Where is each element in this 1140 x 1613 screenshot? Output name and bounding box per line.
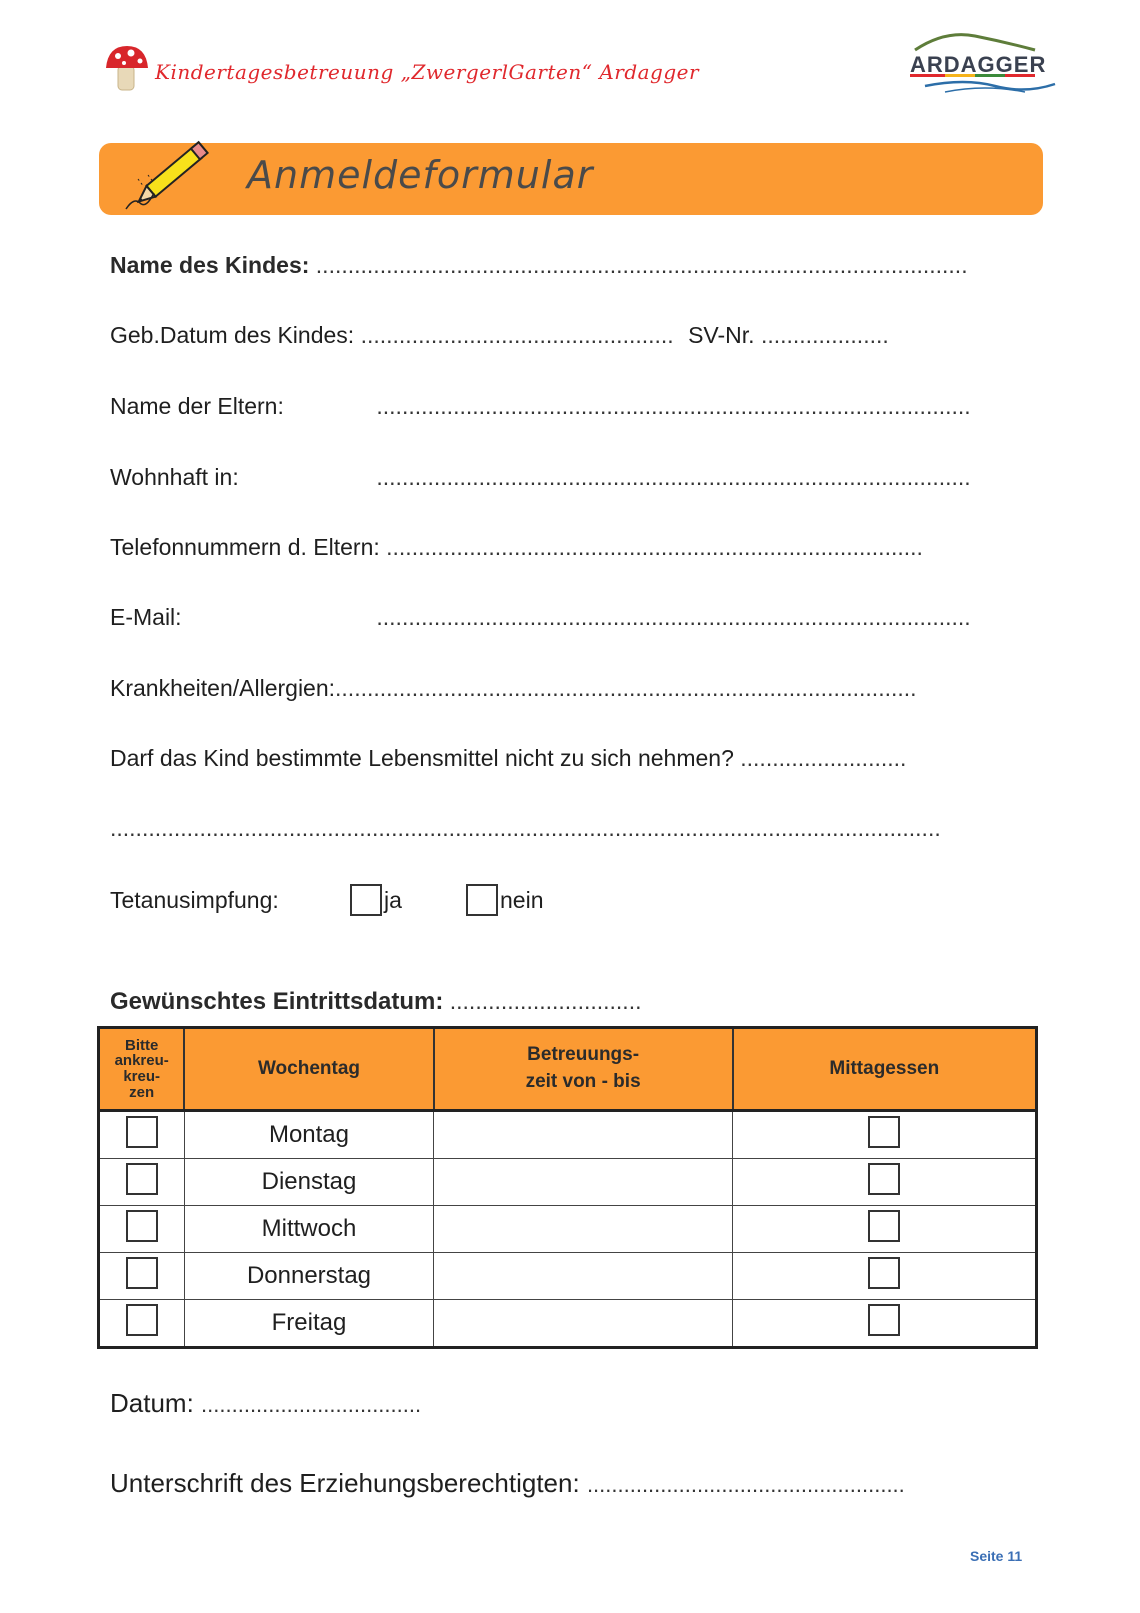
tetanus-no-checkbox[interactable]: [466, 884, 498, 916]
page-title: Anmeldeformular: [247, 153, 594, 197]
date-row: [110, 1388, 421, 1419]
weekday-cell: Donnerstag: [184, 1253, 433, 1300]
email-field[interactable]: .............................................................................................: [376, 604, 971, 630]
email-label: E-Mail:: [110, 604, 182, 630]
weekday-cell: Dienstag: [184, 1159, 433, 1206]
residence-row: [110, 464, 971, 491]
child-name-label: Name des Kindes:: [110, 252, 310, 278]
tetanus-yes-label: ja: [384, 886, 402, 913]
entry-date-row: [110, 988, 641, 1016]
phone-field[interactable]: ....................................................................................: [386, 534, 923, 560]
entry-date-field[interactable]: ..............................: [449, 988, 642, 1014]
table-header-row: [99, 1028, 1037, 1111]
schedule-table: [97, 1026, 1038, 1349]
page-number: Seite 11: [970, 1548, 1023, 1564]
weekday-cell: Mittwoch: [184, 1206, 433, 1253]
email-row: [110, 604, 971, 631]
day-checkbox[interactable]: [126, 1116, 158, 1148]
weekday-cell: Montag: [184, 1111, 433, 1159]
pencil-icon: [114, 127, 224, 217]
lunch-checkbox[interactable]: [868, 1163, 900, 1195]
residence-field[interactable]: .............................................................................................: [376, 464, 971, 490]
time-cell[interactable]: [434, 1159, 733, 1206]
table-row: [99, 1206, 1037, 1253]
food-label: Darf das Kind bestimmte Lebensmittel nicht zu sich nehmen?: [110, 745, 734, 771]
time-cell[interactable]: [434, 1253, 733, 1300]
tetanus-no-label: nein: [500, 886, 544, 913]
parents-label: Name der Eltern:: [110, 393, 284, 419]
weekday-cell: Freitag: [184, 1300, 433, 1348]
phone-row: [110, 534, 923, 561]
lunch-checkbox[interactable]: [868, 1304, 900, 1336]
lunch-checkbox[interactable]: [868, 1116, 900, 1148]
tetanus-row: [110, 884, 543, 916]
lunch-header: Mittagessen: [733, 1028, 1037, 1111]
day-checkbox[interactable]: [126, 1304, 158, 1336]
tetanus-yes-checkbox[interactable]: [350, 884, 382, 916]
table-row: [99, 1111, 1037, 1159]
date-label: Datum:: [110, 1388, 194, 1418]
birthdate-row: [110, 322, 889, 349]
time-cell[interactable]: [434, 1111, 733, 1159]
food-field[interactable]: ..........................: [740, 745, 907, 771]
birthdate-field[interactable]: .................................................: [360, 322, 674, 348]
allergies-row: [110, 675, 917, 702]
food-extra-field[interactable]: ..................................................................................................................................: [110, 815, 941, 841]
mushroom-icon: [104, 44, 150, 92]
sv-label: SV-Nr.: [688, 322, 755, 348]
lunch-checkbox[interactable]: [868, 1210, 900, 1242]
birthdate-label: Geb.Datum des Kindes:: [110, 322, 355, 348]
day-checkbox[interactable]: [126, 1210, 158, 1242]
food-row: [110, 745, 906, 772]
time-header: Betreuungs- zeit von - bis: [434, 1028, 733, 1111]
header-title: Kindertagesbetreuung „ZwergerlGarten“ Ardagger: [155, 60, 700, 84]
entry-date-label: Gewünschtes Eintrittsdatum:: [110, 988, 444, 1015]
food-extra-row: [110, 815, 941, 842]
allergies-field[interactable]: ...........................................................................................: [335, 675, 917, 701]
signature-field[interactable]: ....................................................: [586, 1472, 905, 1497]
table-row: [99, 1253, 1037, 1300]
child-name-field[interactable]: ......................................................................................................: [315, 252, 968, 278]
signature-row: [110, 1468, 905, 1499]
table-row: [99, 1300, 1037, 1348]
time-cell[interactable]: [434, 1206, 733, 1253]
sv-field[interactable]: ....................: [760, 322, 889, 348]
tick-header: Bitte ankreu- kreu- zen: [99, 1028, 185, 1111]
signature-label: Unterschrift des Erziehungsberechtigten:: [110, 1468, 580, 1498]
title-banner: [99, 143, 1043, 215]
lunch-checkbox[interactable]: [868, 1257, 900, 1289]
weekday-header: Wochentag: [184, 1028, 433, 1111]
allergies-label: Krankheiten/Allergien:: [110, 675, 336, 701]
tetanus-label: Tetanusimpfung:: [110, 886, 279, 913]
parents-field[interactable]: .............................................................................................: [376, 393, 971, 419]
date-field[interactable]: ....................................: [201, 1392, 422, 1417]
logo-text: ARDAGGER: [910, 52, 1047, 77]
residence-label: Wohnhaft in:: [110, 464, 239, 490]
day-checkbox[interactable]: [126, 1163, 158, 1195]
parents-row: [110, 393, 971, 420]
phone-label: Telefonnummern d. Eltern:: [110, 534, 380, 560]
child-name-row: [110, 252, 968, 279]
time-cell[interactable]: [434, 1300, 733, 1348]
day-checkbox[interactable]: [126, 1257, 158, 1289]
table-row: [99, 1159, 1037, 1206]
ardagger-logo: [905, 26, 1065, 96]
